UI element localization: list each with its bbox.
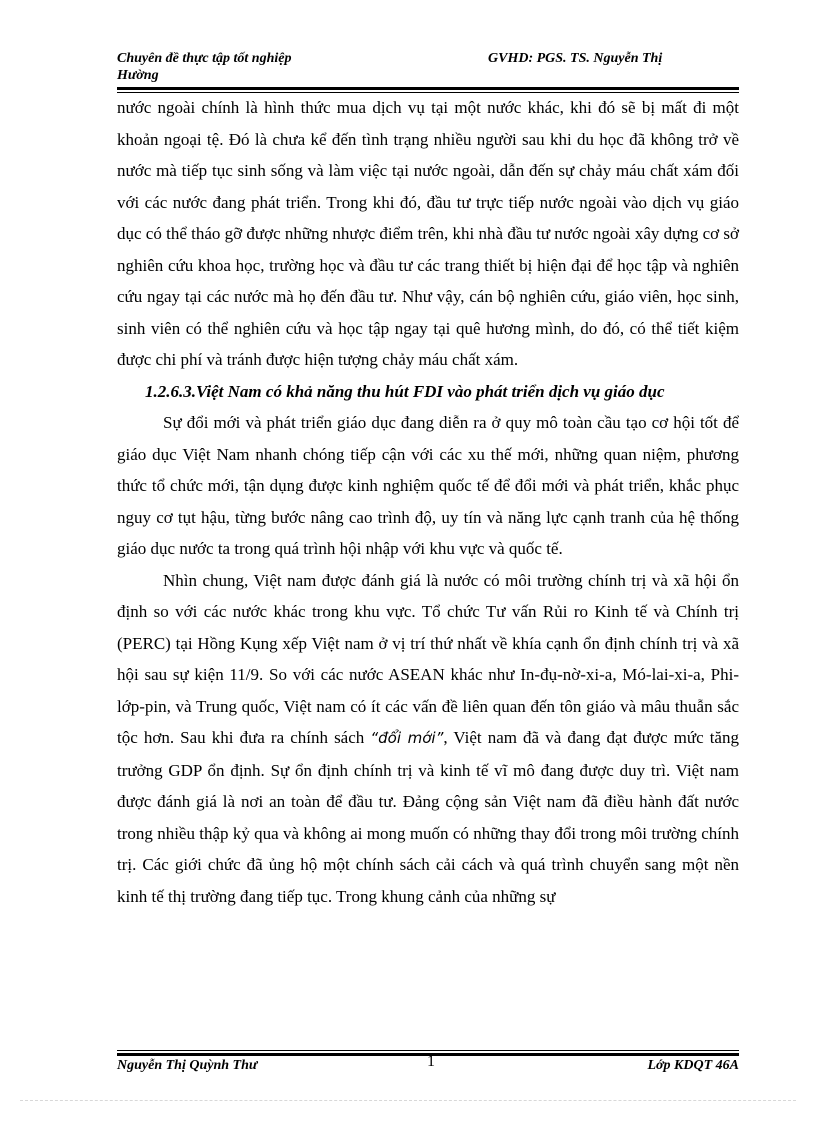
paragraph-3-part-a: Nhìn chung, Việt nam được đánh giá là nước có môi trường chính trị và xã hội ổn định so với các nước khác trong khu vực. Tổ chức Tư vấn Rủi ro Kinh tế và Chính trị (PERC) tại Hồng Kụng xếp Việt nam ở vị trí thứ nhất về khía cạnh ổn định chính trị và xã hội sau sự kiện 11/9. So với các nước ASEAN khác như In-đụ-nờ-xi-a, Mó-lai-xi-a, Phi-lớp-pin, và Trung quốc, Việt nam có ít các vấn đề liên quan đến tôn giáo và mâu thuẫn sắc tộc hơn. Sau khi đưa ra chính sách <box>117 570 739 747</box>
header-advisor: GVHD: PGS. TS. Nguyễn Thị <box>488 51 663 66</box>
page-break-line <box>20 1100 796 1101</box>
footer-class: Lớp KDQT 46A <box>647 1058 739 1073</box>
section-heading: 1.2.6.3.Việt Nam có khả năng thu hút FDI vào phát triển dịch vụ giáo dục <box>145 381 665 401</box>
paragraph-3 <box>117 565 739 913</box>
paragraph-2: Sự đổi mới và phát triển giáo dục đang diễn ra ở quy mô toàn cầu tạo cơ hội tốt để giáo dục Việt Nam nhanh chóng tiếp cận với các xu thế mới, những quan niệm, phương thức tổ chức mới, tận dụng được kinh nghiệm quốc tế để đổi mới và phát triển, khắc phục nguy cơ tụt hậu, từng bước nâng cao trình độ, uy tín và năng lực cạnh tranh của hệ thống giáo dục nước ta trong quá trình hội nhập với khu vực và quốc tế. <box>117 413 739 558</box>
header-left <box>117 50 477 84</box>
paragraph-1: nước ngoài chính là hình thức mua dịch vụ tại một nước khác, khi đó sẽ bị mất đi một khoản ngoại tệ. Đó là chưa kể đến tình trạng nhiều người sau khi du học đã không trở về nước mà tiếp tục sinh sống và làm việc tại nước ngoài, dẫn đến sự chảy máu chất xám đối với các nước đang phát triển. Trong khi đó, đầu tư trực tiếp nước ngoài vào dịch vụ giáo dục có thể tháo gỡ được những nhược điểm trên, khi nhà đầu tư nước ngoài xây dựng cơ sở nghiên cứu khoa học, trường học và đầu tư các trang thiết bị hiện đại để học tập và nghiên cứu ngay tại các nước mà họ đến đầu tư. Như vậy, cán bộ nghiên cứu, giáo viên, học sinh, sinh viên có thể nghiên cứu và học tập ngay tại quê hương mình, do đó, có thể tiết kiệm được chi phí và tránh được hiện tượng chảy máu chất xám. <box>117 98 739 369</box>
page-footer <box>117 1053 739 1078</box>
body-text <box>117 92 739 912</box>
paragraph-3-part-b: , Việt nam đã và đang đạt được mức tăng trưởng GDP ổn định. Sự ổn định chính trị và kinh tế vĩ mô đang được duy trì. Việt nam được đánh giá là nơi an toàn để đầu tư. Đảng cộng sản Việt nam đã điều hành đất nước trong nhiều thập kỷ qua và không ai mong muốn có những thay đổi trong môi trường chính trị. Các giới chức đã ủng hộ một chính sách cải cách và quá trình chuyển sang một nền kinh tế thị trường đang tiếp tục. Trong khung cảnh của những sự <box>117 728 739 906</box>
header-report-title: Chuyên đề thực tập tốt nghiệp <box>117 51 292 66</box>
doi-moi-term: “đổi mới” <box>370 729 444 747</box>
header-rule-thick <box>117 87 739 90</box>
header-advisor-name-continued: Hường <box>117 68 159 83</box>
footer-author: Nguyễn Thị Quỳnh Thư <box>117 1058 258 1073</box>
footer-rule-thin <box>117 1050 739 1051</box>
page-number: 1 <box>427 1053 435 1070</box>
